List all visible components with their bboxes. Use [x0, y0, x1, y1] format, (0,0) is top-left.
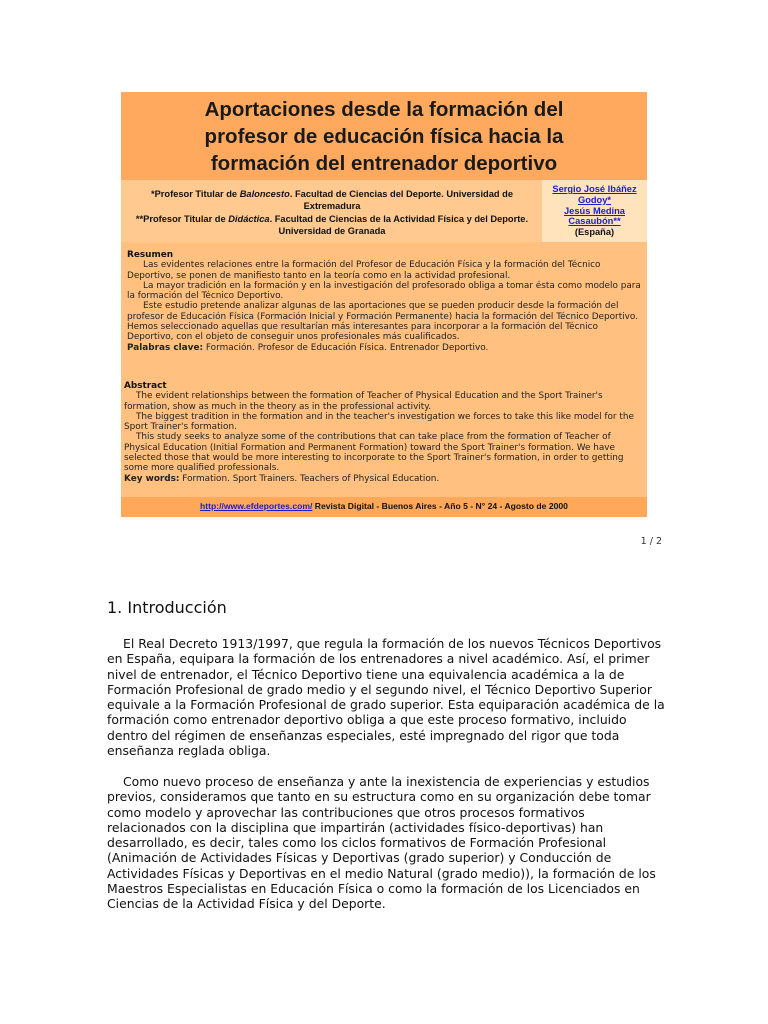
affiliation-2-subject: Didáctica: [228, 213, 270, 224]
affiliation-1-prefix: *Profesor Titular de: [150, 189, 240, 199]
abstract-heading: Abstract: [124, 381, 167, 391]
publication-footer: [121, 501, 647, 512]
body-paragraph-2: [107, 774, 667, 912]
title-line-2: profesor de educación física hacia la: [204, 125, 564, 148]
title-line-3: formación del entrenador deportivo: [210, 152, 558, 175]
author-affiliations: [125, 188, 539, 237]
resumen-keywords-text: Formación. Profesor de Educación Física. Entrenador Deportivo.: [203, 342, 489, 353]
page-number: 1 / 2: [640, 536, 662, 547]
resumen-keywords: [127, 343, 643, 353]
affiliation-1: [125, 188, 539, 213]
body-paragraph-1: [107, 636, 667, 758]
body-paragraph-2-text: Como nuevo proceso de enseñanza y ante la inexistencia de experiencias y estudios previos, consideramos que tanto en su estructura como en su organización debe tomar como modelo y aprovechar las contribuciones que otros procesos formativos relacionados con la disciplina que impartirán (actividades físico-deportivas) han desarrollado, es decir, tales como los ciclos formativos de Formación Profesional (Animación de Actividades Físicas y Deportivas (grado superior) y Conducción de Actividades Físicas y Deportivas en el medio Natural (grado medio)), la formación de los Maestros Especialistas en Educación Física o como la formación de los Licenciados en Ciencias de la Actividad Física y del Deporte.: [107, 774, 656, 912]
abstract-paragraph-3: This study seeks to analyze some of the contributions that can take place from the formation of Teacher of Physical Education (Initial Formation and Permanent Formation) toward the Sport Trainer's formation. We have selected those that would be more interesting to incorporate to the Sport Trainer's formation, in order to getting some more qualified professionals.: [124, 432, 624, 474]
section-title: 1. Introducción: [107, 598, 227, 617]
resumen-heading: Resumen: [127, 250, 174, 260]
body-paragraph-1-text: El Real Decreto 1913/1997, que regula la formación de los nuevos Técnicos Deportivos en España, equipara la formación de los entrenadores a nivel académico. Así, el primer nivel de entrenador, el Técnico Deportivo tiene una equivalencia académica a la de Formación Profesional de grado medio y el segundo nivel, el Técnico Deportivo Superior equivale a la Formación Profesional de grado superior. Esta equiparación académica de la formación como entrenador deportivo obliga a que este proceso formativo, incluido dentro del régimen de enseñanzas especiales, esté impregnado del rigor que toda enseñanza reglada obliga.: [107, 636, 665, 759]
article-title: [121, 96, 647, 177]
author-country: (España): [574, 227, 615, 238]
abstract-paragraph-2: The biggest tradition in the formation and in the teacher's investigation we forces to take this like model for the Sport Trainer's formation.: [124, 411, 634, 433]
abstract-keywords-label: Key words:: [124, 473, 180, 484]
affiliation-1-subject: Baloncesto: [239, 189, 290, 199]
affiliation-2-prefix: **Profesor Titular de: [135, 213, 229, 224]
abstract-paragraph-1: The evident relationships between the formation of Teacher of Physical Education and the Sport Trainer's formation, show as much in the theory as in the professional activity.: [124, 391, 603, 412]
affiliation-2: [125, 213, 539, 238]
author-link-medina[interactable]: Jesús Medina Casaubón**: [564, 205, 625, 227]
article-header-card: [121, 92, 647, 517]
resumen-paragraph-3: Este estudio pretende analizar algunas de las aportaciones que se pueden producir desde la formación del profesor de Educación Física (Formación Inicial y Formación Permanente) hacia la formación del Técnico Deportivo. Hemos seleccionado aquellas que resultarían más interesantes para incorporar a la formación del Técnico Deportivo, con el objeto de conseguir unos profesionales más cualificados.: [127, 301, 638, 343]
abstract-keywords-text: Formation. Sport Trainers. Teachers of Physical Education.: [179, 473, 440, 484]
author-link-ibanez[interactable]: Sergio José Ibáñez Godoy*: [552, 184, 637, 205]
resumen-paragraph-2: La mayor tradición en la formación y en la investigación del profesorado obliga a tomar ésta como modelo para la formación del Técnico Deportivo.: [127, 280, 641, 302]
author-names: [542, 184, 647, 238]
title-line-1: Aportaciones desde la formación del: [204, 98, 564, 121]
affiliation-2-institution: . Facultad de Ciencias de la Actividad Física y del Deporte. Universidad de Granada: [269, 213, 529, 236]
abstract-keywords: [124, 474, 644, 484]
abstract-block: [124, 381, 644, 484]
resumen-block: [127, 250, 643, 353]
publication-info: Revista Digital - Buenos Aires - Año 5 - N° 24 - Agosto de 2000: [312, 501, 568, 511]
resumen-paragraph-1: Las evidentes relaciones entre la formación del Profesor de Educación Física y la formación del Técnico Deportivo, se ponen de manifiesto tanto en la teoría como en la actividad profesional.: [127, 260, 601, 281]
resumen-keywords-label: Palabras clave:: [127, 342, 204, 353]
efdeportes-link[interactable]: http://www.efdeportes.com/: [200, 501, 313, 511]
affiliation-1-institution: . Facultad de Ciencias del Deporte. Universidad de Extremadura: [289, 189, 514, 212]
